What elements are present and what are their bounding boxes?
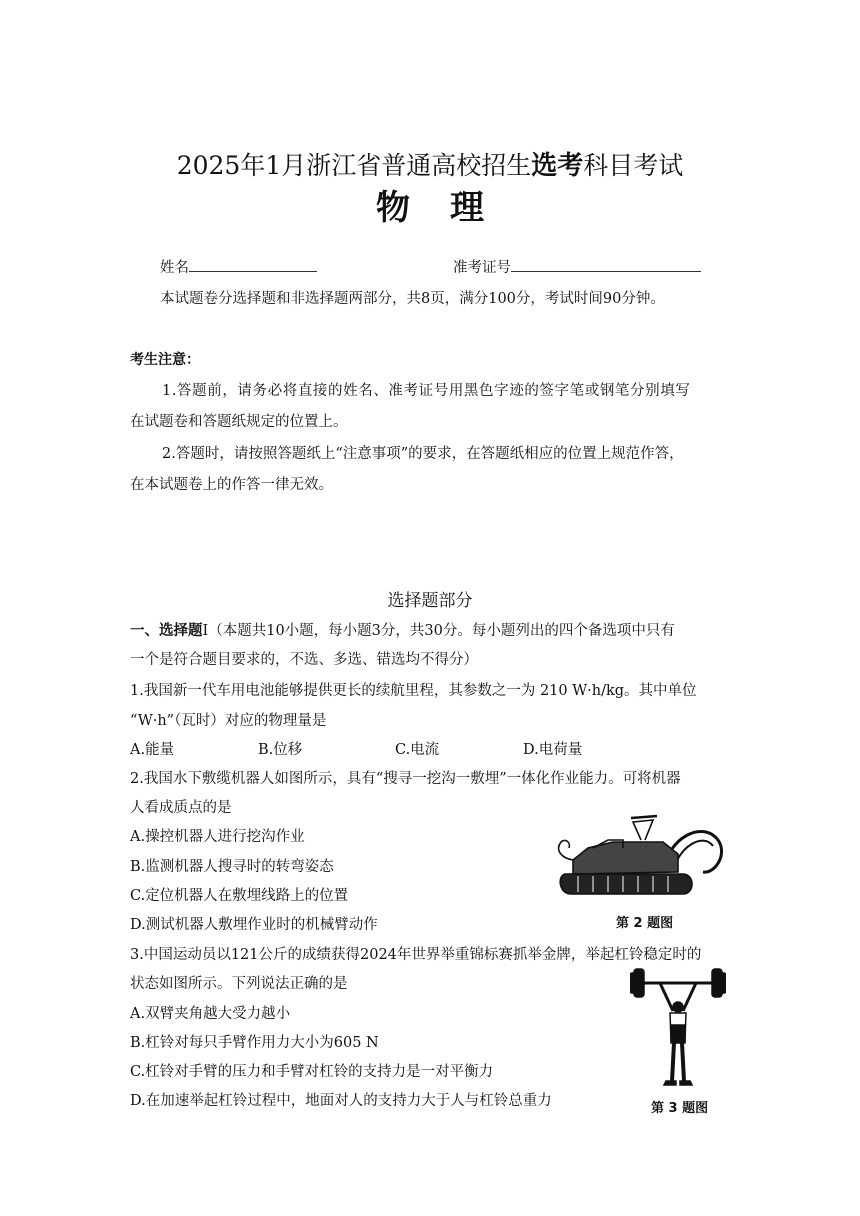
part-heading	[130, 619, 675, 640]
exam-title-bold: 选考	[531, 151, 584, 181]
q3-option-b: B.杠铃对每只手臂作用力大小为605 N	[130, 1035, 379, 1051]
q3-option-a: A.双臂夹角越大受力越小	[130, 1006, 291, 1022]
figure2-caption: 第 2 题图	[616, 916, 674, 931]
name-label: 姓名	[160, 260, 189, 276]
q1-stem-line1: 1.我国新一代车用电池能够提供更长的续航里程，其参数之一为 210 W·h/kg。其中单位	[130, 683, 697, 699]
cable-robot-figure	[553, 812, 735, 910]
figure3-caption: 第 3 题图	[651, 1101, 709, 1116]
q3-stem-line2: 状态如图所示。下列说法正确的是	[130, 976, 348, 992]
q3-stem-line1: 3.中国运动员以121公斤的成绩获得2024年世界举重锦标赛抓举金牌，举起杠铃稳定时的	[130, 947, 702, 963]
q2-option-d: D.测试机器人敷埋作业时的机械臂动作	[130, 917, 378, 933]
q1-option-c: C.电流	[395, 742, 440, 758]
notice-item1-line2: 在试题卷和答题纸规定的位置上。	[130, 414, 348, 430]
q3-option-d: D.在加速举起杠铃过程中，地面对人的支持力大于人与杠铃总重力	[130, 1093, 552, 1109]
id-field	[453, 256, 701, 277]
q3-option-c: C.杠铃对手臂的压力和手臂对杠铃的支持力是一对平衡力	[130, 1064, 494, 1080]
weightlifter-figure	[630, 963, 726, 1093]
notice-item2-line1: 2.答题时，请按照答题纸上“注意事项”的要求，在答题纸相应的位置上规范作答，	[162, 446, 684, 462]
id-label: 准考证号	[453, 260, 511, 276]
q1-option-a: A.能量	[130, 742, 175, 758]
name-field	[160, 256, 317, 277]
notice-item2-line2: 在本试题卷上的作答一律无效。	[130, 477, 333, 493]
q2-option-b: B.监测机器人搜寻时的转弯姿态	[130, 859, 334, 875]
q2-stem-line2: 人看成质点的是	[130, 800, 232, 816]
notice-item1-line1: 1.答题前，请务必将直接的姓名、准考证号用黑色字迹的签字笔或钢笔分别填写	[162, 383, 691, 399]
q2-option-c: C.定位机器人在敷埋线路上的位置	[130, 888, 349, 904]
q2-option-a: A.操控机器人进行挖沟作业	[130, 829, 305, 845]
exam-title	[0, 145, 860, 182]
section-title: 选择题部分	[387, 591, 473, 611]
part-description: I（本题共10小题，每小题3分，共30分。每小题列出的四个备选项中只有	[202, 623, 675, 639]
name-blank[interactable]	[189, 257, 317, 272]
q2-stem-line1: 2.我国水下敷缆机器人如图所示，具有“搜寻一挖沟一敷埋”一体化作业能力。可将机器	[130, 771, 681, 787]
part-description-line2: 一个是符合题目要求的，不选、多选、错选均不得分）	[130, 652, 478, 668]
id-blank[interactable]	[511, 257, 701, 272]
q1-option-b: B.位移	[258, 742, 303, 758]
part-label: 一、选择题	[130, 623, 203, 639]
q1-stem-line2: “W·h”（瓦时）对应的物理量是	[130, 713, 327, 729]
subject-title: 物理	[376, 188, 524, 228]
notice-heading: 考生注意：	[130, 352, 200, 368]
q1-option-d: D.电荷量	[523, 742, 583, 758]
exam-title-part2: 科目考试	[583, 151, 684, 180]
exam-title-part1: 2025年1月浙江省普通高校招生	[176, 151, 532, 180]
exam-summary: 本试题卷分选择题和非选择题两部分，共8页，满分100分，考试时间90分钟。	[160, 291, 665, 307]
